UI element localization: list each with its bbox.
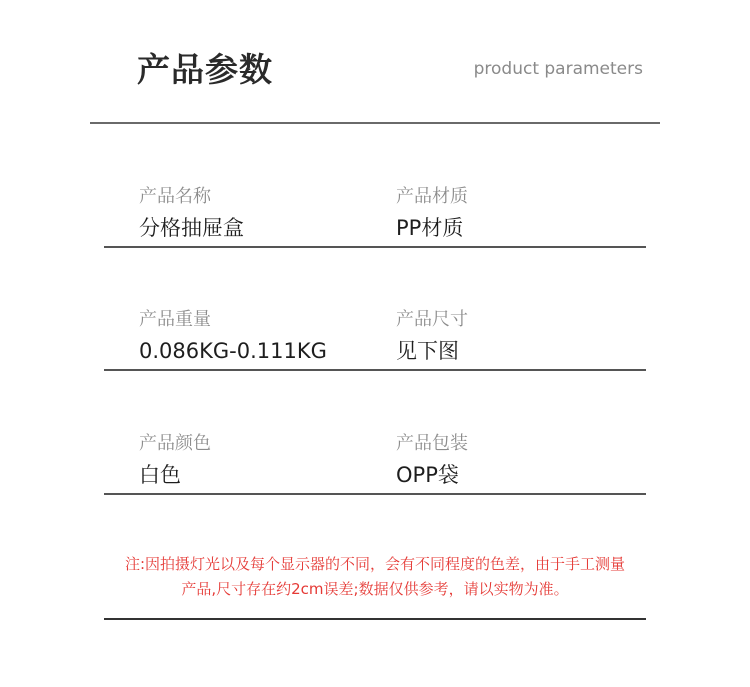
row-divider [104, 493, 646, 495]
row-divider [104, 369, 646, 371]
param-weight [139, 307, 327, 366]
page-title: 产品参数 [137, 50, 273, 89]
note-line-2: 产品,尺寸存在约2cm误差;数据仅供参考，请以实物为准。 [181, 580, 569, 598]
param-label: 产品尺寸 [396, 309, 468, 330]
param-value: PP材质 [396, 216, 464, 240]
note-line-1: 注:因拍摄灯光以及每个显示器的不同，会有不同程度的色差，由于手工测量 [124, 555, 626, 573]
param-label: 产品重量 [139, 309, 211, 330]
footer-divider [104, 618, 646, 620]
disclaimer-note [75, 552, 675, 602]
page-subtitle: product parameters [473, 59, 643, 79]
param-package [396, 431, 468, 490]
param-label: 产品名称 [139, 186, 211, 207]
param-value: 白色 [139, 463, 181, 487]
param-row-1 [104, 184, 646, 248]
param-material [396, 184, 468, 243]
param-value: OPP袋 [396, 463, 459, 487]
param-value: 见下图 [396, 339, 459, 363]
param-label: 产品包装 [396, 433, 468, 454]
param-value: 0.086KG-0.111KG [139, 339, 327, 363]
param-value: 分格抽屉盒 [139, 216, 244, 240]
param-row-3 [104, 431, 646, 495]
param-color [139, 431, 211, 490]
param-row-2 [104, 307, 646, 371]
row-divider [104, 246, 646, 248]
param-label: 产品颜色 [139, 433, 211, 454]
param-size [396, 307, 468, 366]
param-name [139, 184, 244, 243]
param-label: 产品材质 [396, 186, 468, 207]
header-divider [90, 122, 660, 124]
